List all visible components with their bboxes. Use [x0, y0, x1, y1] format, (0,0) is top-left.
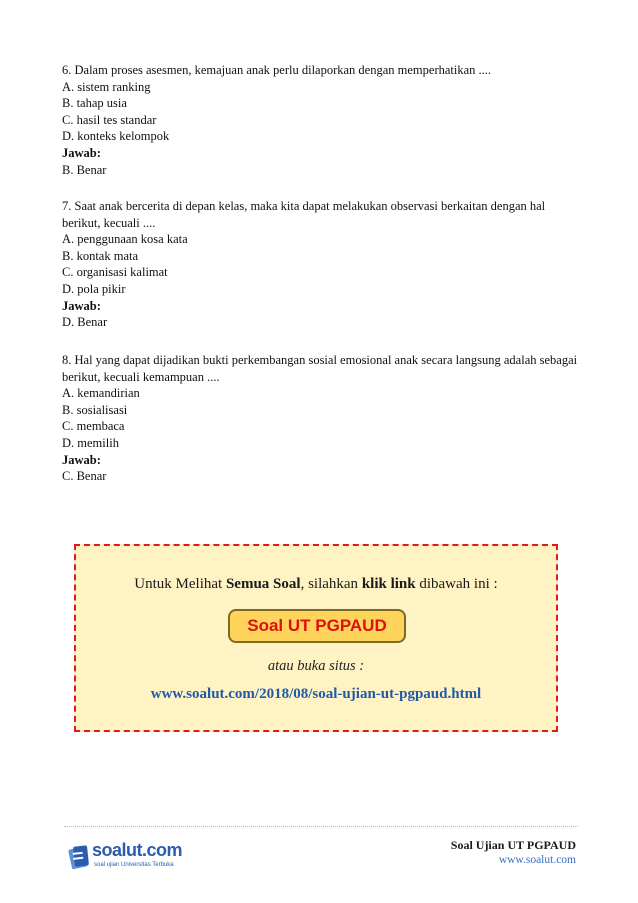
option-c: C. organisasi kalimat: [62, 265, 168, 280]
promo-instruction: [76, 576, 556, 593]
option-a: A. kemandirian: [62, 386, 140, 401]
promo-bold-all-questions: Semua Soal: [225, 576, 301, 592]
option-d: D. konteks kelompok: [62, 129, 170, 144]
question-7: [62, 198, 582, 331]
promo-box: [74, 544, 558, 732]
option-b: B. sosialisasi: [62, 402, 128, 417]
question-stem: 7. Saat anak bercerita di depan kelas, maka kita dapat melakukan observasi berkaitan dengan hal berikut, kecuali ....: [62, 199, 546, 230]
soal-ut-pgpaud-button[interactable]: Soal UT PGPAUD: [228, 609, 406, 643]
promo-or-text: atau buka situs :: [267, 658, 365, 674]
promo-bold-click-link: klik link: [361, 576, 416, 592]
option-b: B. kontak mata: [62, 248, 139, 263]
promo-url-link[interactable]: www.soalut.com/2018/08/soal-ujian-ut-pgpaud.html: [150, 686, 482, 702]
promo-text-before: Untuk Melihat: [134, 576, 226, 592]
option-b: B. tahap usia: [62, 96, 127, 111]
answer-label: Jawab:: [62, 452, 101, 467]
promo-text-middle: , silahkan: [300, 576, 362, 592]
option-c: C. hasil tes standar: [62, 112, 157, 127]
book-stack-icon: [68, 840, 92, 872]
answer: C. Benar: [62, 469, 107, 484]
logo-text: soalut.com: [92, 840, 183, 860]
answer-label: Jawab:: [62, 298, 101, 313]
option-c: C. membaca: [62, 419, 125, 434]
answer: B. Benar: [62, 162, 107, 177]
answer-label: Jawab:: [62, 145, 101, 160]
promo-text-after: dibawah ini :: [415, 576, 498, 592]
option-a: A. sistem ranking: [62, 79, 151, 94]
logo-tagline: soal ujian Universitas Terbuka: [94, 862, 174, 868]
question-stem: 6. Dalam proses asesmen, kemajuan anak perlu dilaporkan dengan memperhatikan ....: [62, 63, 492, 77]
footer-url-link[interactable]: www.soalut.com: [498, 854, 576, 866]
question-stem: 8. Hal yang dapat dijadikan bukti perkembangan sosial emosional anak secara langsung adalah sebagai berikut, kecuali kemampuan ....: [62, 353, 578, 384]
question-8: [62, 352, 582, 485]
answer: D. Benar: [62, 315, 108, 330]
option-d: D. pola pikir: [62, 281, 126, 296]
option-d: D. memilih: [62, 435, 119, 450]
soalut-logo: [68, 838, 208, 874]
question-6: [62, 62, 582, 178]
footer-divider: [64, 826, 578, 827]
footer-title: Soal Ujian UT PGPAUD: [450, 838, 576, 852]
option-a: A. penggunaan kosa kata: [62, 232, 188, 247]
